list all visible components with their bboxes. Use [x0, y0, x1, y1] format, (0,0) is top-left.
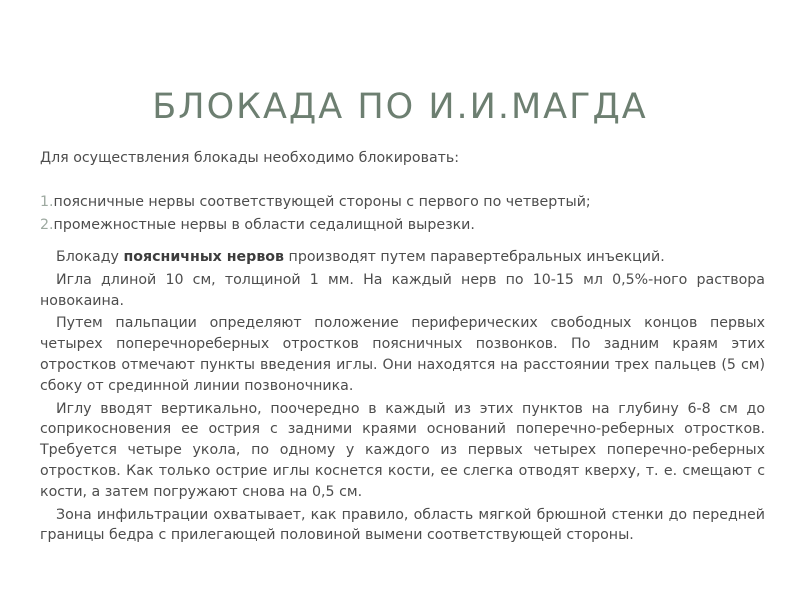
list-item-text: промежностные нервы в области седалищной вырезки. — [53, 217, 475, 233]
numbered-list — [40, 191, 765, 237]
paragraph-needle: Игла длиной 10 см, толщиной 1 мм. На каждый нерв по 10-15 мл 0,5%-ного раствора новокаина. — [40, 271, 765, 309]
list-item — [40, 214, 765, 237]
bold-term: поясничных нервов — [123, 249, 285, 265]
paragraphs — [40, 247, 765, 546]
intro-text: Для осуществления блокады необходимо блокировать: — [40, 150, 460, 166]
paragraph-text: Блокаду — [56, 249, 124, 265]
list-item-text: поясничные нервы соответствующей стороны с первого по четвертый; — [53, 194, 591, 210]
paragraph-infiltration: Зона инфильтрации охватывает, как правило, область мягкой брюшной стенки до передней границы бедра с прилегающей половиной вымени соответствующей стороны. — [40, 506, 765, 544]
paragraph-palpation: Путем пальпации определяют положение периферических свободных концов первых четырех поперечнореберных отростков поясничных позвонков. По задним краям этих отростков отмечают пункты введения иглы. Они находятся на расстоянии трех пальцев (5 см) сбоку от срединной линии позвоночника. — [40, 315, 765, 394]
paragraph-injection: Иглу вводят вертикально, поочередно в каждый из этих пунктов на глубину 6-8 см до соприкосновения ее острия с задними краями оснований поперечно-реберных отростков. Требуется четыре укола, по одному у каждого из первых четырех поперечно-реберных отростков. Как только острие иглы коснется кости, ее слегка отводят кверху, т. е. смещают с кости, а затем погружают снова на 0,5 см. — [40, 400, 765, 500]
slide-title: БЛОКАДА ПО И.И.МАГДА — [152, 87, 648, 128]
list-number: 1. — [40, 194, 54, 210]
paragraph-text: производят путем паравертебральных инъекций. — [284, 249, 665, 265]
list-number: 2. — [40, 217, 54, 233]
list-item — [40, 191, 765, 214]
slide-body — [40, 147, 765, 548]
paragraph-lumbar-block — [40, 247, 765, 268]
